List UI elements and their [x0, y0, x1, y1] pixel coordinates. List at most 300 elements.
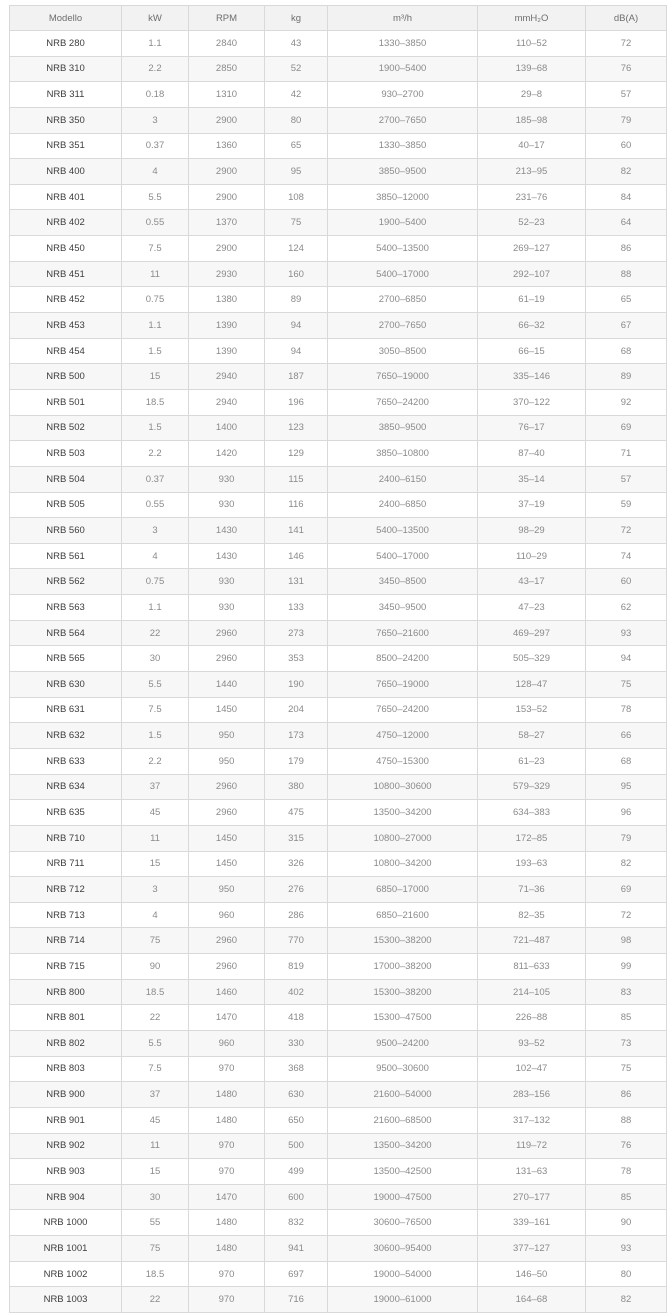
model-cell: NRB 501	[10, 389, 122, 415]
rpm-cell: 2900	[189, 184, 265, 210]
rpm-cell: 1360	[189, 133, 265, 159]
airflow-cell: 15300–38200	[328, 979, 478, 1005]
rpm-cell: 2930	[189, 261, 265, 287]
table-row	[10, 800, 667, 826]
airflow-cell: 7650–21600	[328, 620, 478, 646]
column-header-pressure: mmH₂O	[478, 6, 586, 31]
noise-cell: 93	[586, 620, 667, 646]
pressure-cell: 110–52	[478, 31, 586, 57]
column-header-airflow: m³/h	[328, 6, 478, 31]
rpm-cell: 1430	[189, 518, 265, 544]
weight-cell: 380	[265, 774, 328, 800]
power-cell: 37	[122, 1082, 189, 1108]
model-cell: NRB 1001	[10, 1236, 122, 1262]
model-cell: NRB 562	[10, 569, 122, 595]
power-cell: 1.5	[122, 338, 189, 364]
weight-cell: 819	[265, 954, 328, 980]
power-cell: 45	[122, 1107, 189, 1133]
table-row	[10, 415, 667, 441]
weight-cell: 475	[265, 800, 328, 826]
power-cell: 22	[122, 620, 189, 646]
pressure-cell: 339–161	[478, 1210, 586, 1236]
table-row	[10, 543, 667, 569]
weight-cell: 832	[265, 1210, 328, 1236]
rpm-cell: 2840	[189, 31, 265, 57]
model-cell: NRB 311	[10, 82, 122, 108]
rpm-cell: 1390	[189, 338, 265, 364]
weight-cell: 131	[265, 569, 328, 595]
table-row	[10, 31, 667, 57]
table-row	[10, 236, 667, 262]
noise-cell: 74	[586, 543, 667, 569]
noise-cell: 82	[586, 851, 667, 877]
table-row	[10, 697, 667, 723]
table-row	[10, 364, 667, 390]
rpm-cell: 970	[189, 1056, 265, 1082]
weight-cell: 116	[265, 492, 328, 518]
rpm-cell: 1480	[189, 1236, 265, 1262]
pressure-cell: 37–19	[478, 492, 586, 518]
pressure-cell: 185–98	[478, 107, 586, 133]
power-cell: 15	[122, 364, 189, 390]
noise-cell: 80	[586, 1261, 667, 1287]
power-cell: 90	[122, 954, 189, 980]
airflow-cell: 3450–9500	[328, 595, 478, 621]
pressure-cell: 76–17	[478, 415, 586, 441]
airflow-cell: 7650–24200	[328, 697, 478, 723]
rpm-cell: 970	[189, 1261, 265, 1287]
noise-cell: 68	[586, 748, 667, 774]
airflow-cell: 2400–6850	[328, 492, 478, 518]
model-cell: NRB 560	[10, 518, 122, 544]
rpm-cell: 1480	[189, 1107, 265, 1133]
table-row	[10, 441, 667, 467]
airflow-cell: 3850–12000	[328, 184, 478, 210]
noise-cell: 78	[586, 1159, 667, 1185]
noise-cell: 99	[586, 954, 667, 980]
weight-cell: 160	[265, 261, 328, 287]
power-cell: 7.5	[122, 697, 189, 723]
column-header-model: Modello	[10, 6, 122, 31]
airflow-cell: 7650–19000	[328, 364, 478, 390]
rpm-cell: 1470	[189, 1005, 265, 1031]
noise-cell: 86	[586, 1082, 667, 1108]
noise-cell: 75	[586, 672, 667, 698]
model-cell: NRB 402	[10, 210, 122, 236]
model-cell: NRB 564	[10, 620, 122, 646]
model-cell: NRB 904	[10, 1184, 122, 1210]
pressure-cell: 721–487	[478, 928, 586, 954]
power-cell: 30	[122, 646, 189, 672]
airflow-cell: 5400–13500	[328, 518, 478, 544]
model-cell: NRB 803	[10, 1056, 122, 1082]
pressure-cell: 52–23	[478, 210, 586, 236]
rpm-cell: 950	[189, 723, 265, 749]
power-cell: 4	[122, 159, 189, 185]
airflow-cell: 1330–3850	[328, 31, 478, 57]
weight-cell: 330	[265, 1030, 328, 1056]
weight-cell: 716	[265, 1287, 328, 1313]
rpm-cell: 1420	[189, 441, 265, 467]
airflow-cell: 15300–47500	[328, 1005, 478, 1031]
model-cell: NRB 634	[10, 774, 122, 800]
noise-cell: 57	[586, 82, 667, 108]
rpm-cell: 2900	[189, 236, 265, 262]
airflow-cell: 13500–34200	[328, 1133, 478, 1159]
pressure-cell: 146–50	[478, 1261, 586, 1287]
power-cell: 30	[122, 1184, 189, 1210]
airflow-cell: 1900–5400	[328, 210, 478, 236]
table-row	[10, 979, 667, 1005]
airflow-cell: 21600–68500	[328, 1107, 478, 1133]
pressure-cell: 47–23	[478, 595, 586, 621]
model-cell: NRB 500	[10, 364, 122, 390]
pressure-cell: 270–177	[478, 1184, 586, 1210]
airflow-cell: 930–2700	[328, 82, 478, 108]
weight-cell: 770	[265, 928, 328, 954]
model-cell: NRB 801	[10, 1005, 122, 1031]
pressure-cell: 292–107	[478, 261, 586, 287]
table-row	[10, 620, 667, 646]
weight-cell: 123	[265, 415, 328, 441]
pressure-cell: 193–63	[478, 851, 586, 877]
weight-cell: 418	[265, 1005, 328, 1031]
table-row	[10, 1159, 667, 1185]
header-row	[10, 6, 667, 31]
model-cell: NRB 1000	[10, 1210, 122, 1236]
model-cell: NRB 563	[10, 595, 122, 621]
rpm-cell: 1450	[189, 851, 265, 877]
airflow-cell: 19000–54000	[328, 1261, 478, 1287]
table-row	[10, 902, 667, 928]
table-body	[10, 31, 667, 1313]
rpm-cell: 1380	[189, 287, 265, 313]
power-cell: 75	[122, 928, 189, 954]
table-row	[10, 672, 667, 698]
airflow-cell: 21600–54000	[328, 1082, 478, 1108]
model-cell: NRB 451	[10, 261, 122, 287]
table-row	[10, 133, 667, 159]
airflow-cell: 2700–6850	[328, 287, 478, 313]
rpm-cell: 930	[189, 569, 265, 595]
airflow-cell: 7650–24200	[328, 389, 478, 415]
model-cell: NRB 635	[10, 800, 122, 826]
noise-cell: 57	[586, 466, 667, 492]
airflow-cell: 13500–34200	[328, 800, 478, 826]
model-cell: NRB 310	[10, 56, 122, 82]
model-cell: NRB 800	[10, 979, 122, 1005]
table-row	[10, 184, 667, 210]
weight-cell: 276	[265, 877, 328, 903]
rpm-cell: 930	[189, 466, 265, 492]
table-row	[10, 825, 667, 851]
table-row	[10, 492, 667, 518]
airflow-cell: 30600–76500	[328, 1210, 478, 1236]
pressure-cell: 98–29	[478, 518, 586, 544]
noise-cell: 94	[586, 646, 667, 672]
table-row	[10, 569, 667, 595]
table-row	[10, 1210, 667, 1236]
weight-cell: 141	[265, 518, 328, 544]
model-cell: NRB 710	[10, 825, 122, 851]
power-cell: 2.2	[122, 748, 189, 774]
noise-cell: 78	[586, 697, 667, 723]
power-cell: 45	[122, 800, 189, 826]
model-cell: NRB 504	[10, 466, 122, 492]
pressure-cell: 110–29	[478, 543, 586, 569]
pressure-cell: 139–68	[478, 56, 586, 82]
weight-cell: 326	[265, 851, 328, 877]
power-cell: 15	[122, 1159, 189, 1185]
weight-cell: 80	[265, 107, 328, 133]
rpm-cell: 2960	[189, 620, 265, 646]
table-row	[10, 1287, 667, 1313]
noise-cell: 60	[586, 133, 667, 159]
airflow-cell: 3850–10800	[328, 441, 478, 467]
rpm-cell: 1450	[189, 697, 265, 723]
airflow-cell: 7650–19000	[328, 672, 478, 698]
rpm-cell: 2960	[189, 928, 265, 954]
table-row	[10, 338, 667, 364]
pressure-cell: 214–105	[478, 979, 586, 1005]
weight-cell: 204	[265, 697, 328, 723]
power-cell: 2.2	[122, 56, 189, 82]
weight-cell: 273	[265, 620, 328, 646]
airflow-cell: 2700–7650	[328, 107, 478, 133]
model-cell: NRB 903	[10, 1159, 122, 1185]
power-cell: 15	[122, 851, 189, 877]
weight-cell: 190	[265, 672, 328, 698]
rpm-cell: 970	[189, 1287, 265, 1313]
pressure-cell: 128–47	[478, 672, 586, 698]
pressure-cell: 283–156	[478, 1082, 586, 1108]
weight-cell: 500	[265, 1133, 328, 1159]
table-row	[10, 1261, 667, 1287]
rpm-cell: 2900	[189, 159, 265, 185]
noise-cell: 73	[586, 1030, 667, 1056]
power-cell: 1.5	[122, 723, 189, 749]
rpm-cell: 1470	[189, 1184, 265, 1210]
table-row	[10, 82, 667, 108]
table-row	[10, 723, 667, 749]
table-row	[10, 389, 667, 415]
column-header-noise: dB(A)	[586, 6, 667, 31]
model-cell: NRB 802	[10, 1030, 122, 1056]
table-row	[10, 1133, 667, 1159]
airflow-cell: 5400–17000	[328, 543, 478, 569]
rpm-cell: 930	[189, 492, 265, 518]
pressure-cell: 231–76	[478, 184, 586, 210]
model-cell: NRB 630	[10, 672, 122, 698]
airflow-cell: 9500–24200	[328, 1030, 478, 1056]
pressure-cell: 93–52	[478, 1030, 586, 1056]
noise-cell: 79	[586, 825, 667, 851]
weight-cell: 108	[265, 184, 328, 210]
pressure-cell: 58–27	[478, 723, 586, 749]
pressure-cell: 87–40	[478, 441, 586, 467]
power-cell: 75	[122, 1236, 189, 1262]
pressure-cell: 61–19	[478, 287, 586, 313]
pressure-cell: 82–35	[478, 902, 586, 928]
pressure-cell: 40–17	[478, 133, 586, 159]
weight-cell: 89	[265, 287, 328, 313]
airflow-cell: 10800–34200	[328, 851, 478, 877]
power-cell: 0.75	[122, 287, 189, 313]
weight-cell: 196	[265, 389, 328, 415]
column-header-rpm: RPM	[189, 6, 265, 31]
rpm-cell: 2900	[189, 107, 265, 133]
noise-cell: 68	[586, 338, 667, 364]
power-cell: 18.5	[122, 979, 189, 1005]
weight-cell: 402	[265, 979, 328, 1005]
weight-cell: 630	[265, 1082, 328, 1108]
rpm-cell: 1440	[189, 672, 265, 698]
table-header	[10, 6, 667, 31]
pressure-cell: 505–329	[478, 646, 586, 672]
pressure-cell: 61–23	[478, 748, 586, 774]
rpm-cell: 950	[189, 748, 265, 774]
noise-cell: 60	[586, 569, 667, 595]
airflow-cell: 3850–9500	[328, 415, 478, 441]
weight-cell: 129	[265, 441, 328, 467]
table-row	[10, 287, 667, 313]
noise-cell: 83	[586, 979, 667, 1005]
weight-cell: 75	[265, 210, 328, 236]
noise-cell: 76	[586, 1133, 667, 1159]
weight-cell: 65	[265, 133, 328, 159]
noise-cell: 79	[586, 107, 667, 133]
power-cell: 5.5	[122, 1030, 189, 1056]
noise-cell: 85	[586, 1005, 667, 1031]
airflow-cell: 17000–38200	[328, 954, 478, 980]
model-cell: NRB 561	[10, 543, 122, 569]
weight-cell: 353	[265, 646, 328, 672]
rpm-cell: 2850	[189, 56, 265, 82]
airflow-cell: 5400–17000	[328, 261, 478, 287]
table-row	[10, 518, 667, 544]
pressure-cell: 213–95	[478, 159, 586, 185]
weight-cell: 697	[265, 1261, 328, 1287]
power-cell: 18.5	[122, 1261, 189, 1287]
model-cell: NRB 632	[10, 723, 122, 749]
pressure-cell: 634–383	[478, 800, 586, 826]
table-row	[10, 56, 667, 82]
weight-cell: 368	[265, 1056, 328, 1082]
model-cell: NRB 502	[10, 415, 122, 441]
noise-cell: 72	[586, 31, 667, 57]
model-cell: NRB 503	[10, 441, 122, 467]
pressure-cell: 269–127	[478, 236, 586, 262]
pressure-cell: 29–8	[478, 82, 586, 108]
airflow-cell: 3850–9500	[328, 159, 478, 185]
pressure-cell: 71–36	[478, 877, 586, 903]
noise-cell: 71	[586, 441, 667, 467]
model-cell: NRB 712	[10, 877, 122, 903]
power-cell: 1.1	[122, 313, 189, 339]
power-cell: 1.5	[122, 415, 189, 441]
power-cell: 2.2	[122, 441, 189, 467]
airflow-cell: 2400–6150	[328, 466, 478, 492]
column-header-power: kW	[122, 6, 189, 31]
model-cell: NRB 900	[10, 1082, 122, 1108]
airflow-cell: 10800–30600	[328, 774, 478, 800]
noise-cell: 66	[586, 723, 667, 749]
model-cell: NRB 713	[10, 902, 122, 928]
rpm-cell: 1400	[189, 415, 265, 441]
airflow-cell: 4750–15300	[328, 748, 478, 774]
rpm-cell: 960	[189, 1030, 265, 1056]
model-cell: NRB 1002	[10, 1261, 122, 1287]
airflow-cell: 1900–5400	[328, 56, 478, 82]
noise-cell: 95	[586, 774, 667, 800]
power-cell: 3	[122, 107, 189, 133]
rpm-cell: 1450	[189, 825, 265, 851]
rpm-cell: 970	[189, 1159, 265, 1185]
power-cell: 1.1	[122, 31, 189, 57]
pressure-cell: 164–68	[478, 1287, 586, 1313]
noise-cell: 98	[586, 928, 667, 954]
power-cell: 11	[122, 261, 189, 287]
noise-cell: 89	[586, 364, 667, 390]
power-cell: 3	[122, 518, 189, 544]
airflow-cell: 2700–7650	[328, 313, 478, 339]
weight-cell: 286	[265, 902, 328, 928]
model-cell: NRB 453	[10, 313, 122, 339]
noise-cell: 96	[586, 800, 667, 826]
table-row	[10, 313, 667, 339]
weight-cell: 94	[265, 338, 328, 364]
weight-cell: 124	[265, 236, 328, 262]
airflow-cell: 30600–95400	[328, 1236, 478, 1262]
airflow-cell: 5400–13500	[328, 236, 478, 262]
pressure-cell: 811–633	[478, 954, 586, 980]
rpm-cell: 1480	[189, 1082, 265, 1108]
power-cell: 55	[122, 1210, 189, 1236]
rpm-cell: 2960	[189, 800, 265, 826]
rpm-cell: 2960	[189, 774, 265, 800]
rpm-cell: 950	[189, 877, 265, 903]
airflow-cell: 6850–17000	[328, 877, 478, 903]
noise-cell: 62	[586, 595, 667, 621]
noise-cell: 86	[586, 236, 667, 262]
pressure-cell: 377–127	[478, 1236, 586, 1262]
rpm-cell: 970	[189, 1133, 265, 1159]
airflow-cell: 19000–61000	[328, 1287, 478, 1313]
weight-cell: 499	[265, 1159, 328, 1185]
model-cell: NRB 902	[10, 1133, 122, 1159]
table-row	[10, 851, 667, 877]
rpm-cell: 1310	[189, 82, 265, 108]
power-cell: 0.37	[122, 133, 189, 159]
table-row	[10, 1082, 667, 1108]
power-cell: 22	[122, 1005, 189, 1031]
table-row	[10, 1236, 667, 1262]
airflow-cell: 13500–42500	[328, 1159, 478, 1185]
noise-cell: 72	[586, 902, 667, 928]
power-cell: 18.5	[122, 389, 189, 415]
table-row	[10, 1056, 667, 1082]
pressure-cell: 35–14	[478, 466, 586, 492]
noise-cell: 82	[586, 159, 667, 185]
table-row	[10, 159, 667, 185]
table-row	[10, 1030, 667, 1056]
table-row	[10, 774, 667, 800]
model-cell: NRB 714	[10, 928, 122, 954]
airflow-cell: 9500–30600	[328, 1056, 478, 1082]
power-cell: 0.37	[122, 466, 189, 492]
noise-cell: 85	[586, 1184, 667, 1210]
power-cell: 22	[122, 1287, 189, 1313]
